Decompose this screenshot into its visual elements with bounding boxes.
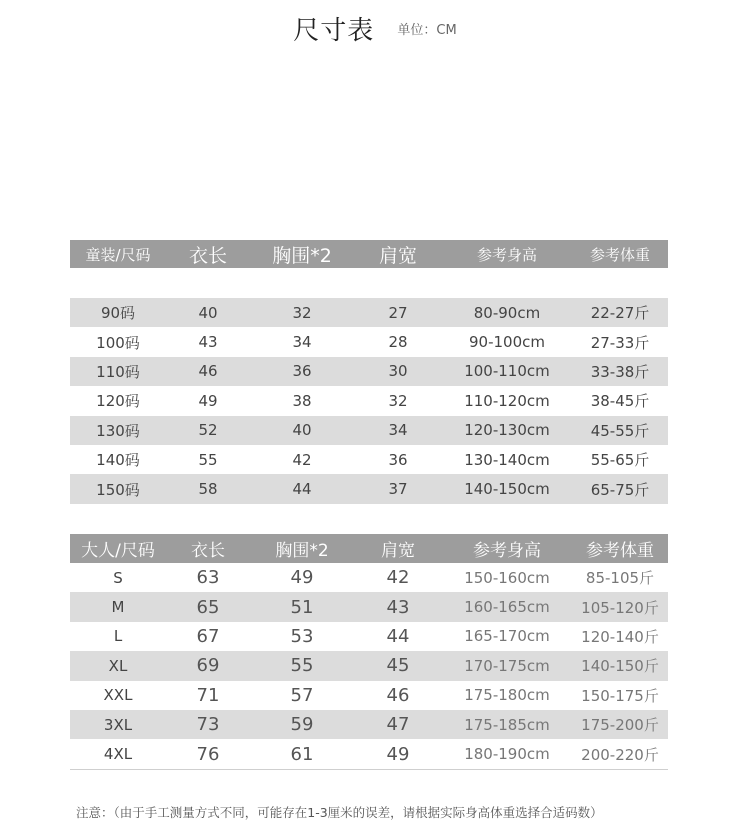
header-length: 衣长 — [166, 240, 250, 268]
shoulder-cell: 36 — [354, 445, 442, 474]
height-cell: 120-130cm — [442, 416, 572, 445]
header-size: 童装/尺码 — [70, 240, 166, 268]
header-chest: 胸围*2 — [250, 534, 354, 563]
size-cell: 120码 — [70, 386, 166, 415]
chest-cell: 38 — [250, 386, 354, 415]
weight-cell: 150-175斤 — [572, 681, 668, 710]
chest-cell: 53 — [250, 622, 354, 651]
chest-cell: 34 — [250, 327, 354, 356]
shoulder-cell: 43 — [354, 592, 442, 621]
unit-label: 单位：CM — [397, 23, 457, 38]
shoulder-cell: 37 — [354, 474, 442, 503]
weight-cell: 65-75斤 — [572, 474, 668, 503]
size-cell: 3XL — [70, 710, 166, 739]
height-cell: 175-180cm — [442, 681, 572, 710]
header-length: 衣长 — [166, 534, 250, 563]
page-header — [0, 10, 750, 47]
weight-cell: 55-65斤 — [572, 445, 668, 474]
size-cell: M — [70, 592, 166, 621]
table-row — [70, 622, 668, 651]
length-cell: 76 — [166, 739, 250, 769]
adult-size-table — [70, 534, 668, 770]
height-cell: 180-190cm — [442, 739, 572, 769]
size-cell: 140码 — [70, 445, 166, 474]
page-title: 尺寸表 — [293, 16, 375, 46]
shoulder-cell: 47 — [354, 710, 442, 739]
chest-cell: 49 — [250, 563, 354, 592]
table-row — [70, 592, 668, 621]
table-row — [70, 357, 668, 386]
height-cell: 100-110cm — [442, 357, 572, 386]
size-cell: 100码 — [70, 327, 166, 356]
shoulder-cell: 49 — [354, 739, 442, 769]
weight-cell: 140-150斤 — [572, 651, 668, 680]
shoulder-cell: 44 — [354, 622, 442, 651]
size-cell: XL — [70, 651, 166, 680]
chest-cell: 36 — [250, 357, 354, 386]
table-row — [70, 445, 668, 474]
chest-cell: 61 — [250, 739, 354, 769]
length-cell: 46 — [166, 357, 250, 386]
height-cell: 175-185cm — [442, 710, 572, 739]
height-cell: 165-170cm — [442, 622, 572, 651]
adult-header-row — [70, 534, 668, 563]
table-row — [70, 681, 668, 710]
length-cell: 55 — [166, 445, 250, 474]
length-cell: 71 — [166, 681, 250, 710]
header-shoulder: 肩宽 — [354, 240, 442, 268]
size-cell: 110码 — [70, 357, 166, 386]
weight-cell: 33-38斤 — [572, 357, 668, 386]
table-row — [70, 474, 668, 503]
header-chest: 胸围*2 — [250, 240, 354, 268]
header-weight: 参考体重 — [572, 240, 668, 268]
table-row — [70, 298, 668, 327]
weight-cell: 85-105斤 — [572, 563, 668, 592]
height-cell: 110-120cm — [442, 386, 572, 415]
length-cell: 43 — [166, 327, 250, 356]
length-cell: 73 — [166, 710, 250, 739]
table-row — [70, 739, 668, 769]
header-size: 大人/尺码 — [70, 534, 166, 563]
size-cell: 150码 — [70, 474, 166, 503]
weight-cell: 22-27斤 — [572, 298, 668, 327]
height-cell: 140-150cm — [442, 474, 572, 503]
chest-cell: 42 — [250, 445, 354, 474]
length-cell: 67 — [166, 622, 250, 651]
shoulder-cell: 45 — [354, 651, 442, 680]
size-cell: S — [70, 563, 166, 592]
table-row — [70, 416, 668, 445]
shoulder-cell: 42 — [354, 563, 442, 592]
height-cell: 150-160cm — [442, 563, 572, 592]
table-row — [70, 327, 668, 356]
header-height: 参考身高 — [442, 240, 572, 268]
measurement-note: 注意：（由于手工测量方式不同，可能存在1-3厘米的误差，请根据实际身高体重选择合适码数） — [76, 805, 603, 820]
chest-cell: 57 — [250, 681, 354, 710]
table-row — [70, 386, 668, 415]
kids-header-row — [70, 240, 668, 268]
size-cell: 90码 — [70, 298, 166, 327]
weight-cell: 200-220斤 — [572, 739, 668, 769]
length-cell: 49 — [166, 386, 250, 415]
weight-cell: 27-33斤 — [572, 327, 668, 356]
kids-size-table — [70, 240, 668, 504]
height-cell: 90-100cm — [442, 327, 572, 356]
length-cell: 65 — [166, 592, 250, 621]
height-cell: 80-90cm — [442, 298, 572, 327]
size-cell: XXL — [70, 681, 166, 710]
weight-cell: 38-45斤 — [572, 386, 668, 415]
height-cell: 170-175cm — [442, 651, 572, 680]
spacer-row — [70, 268, 668, 298]
chest-cell: 44 — [250, 474, 354, 503]
shoulder-cell: 27 — [354, 298, 442, 327]
header-weight: 参考体重 — [572, 534, 668, 563]
height-cell: 160-165cm — [442, 592, 572, 621]
chest-cell: 40 — [250, 416, 354, 445]
length-cell: 69 — [166, 651, 250, 680]
shoulder-cell: 30 — [354, 357, 442, 386]
length-cell: 40 — [166, 298, 250, 327]
size-cell: L — [70, 622, 166, 651]
table-row — [70, 710, 668, 739]
weight-cell: 175-200斤 — [572, 710, 668, 739]
shoulder-cell: 32 — [354, 386, 442, 415]
height-cell: 130-140cm — [442, 445, 572, 474]
shoulder-cell: 28 — [354, 327, 442, 356]
chest-cell: 55 — [250, 651, 354, 680]
header-shoulder: 肩宽 — [354, 534, 442, 563]
size-cell: 4XL — [70, 739, 166, 769]
shoulder-cell: 46 — [354, 681, 442, 710]
table-row — [70, 651, 668, 680]
table-row — [70, 563, 668, 592]
length-cell: 52 — [166, 416, 250, 445]
header-height: 参考身高 — [442, 534, 572, 563]
weight-cell: 120-140斤 — [572, 622, 668, 651]
length-cell: 63 — [166, 563, 250, 592]
chest-cell: 51 — [250, 592, 354, 621]
chest-cell: 32 — [250, 298, 354, 327]
shoulder-cell: 34 — [354, 416, 442, 445]
chest-cell: 59 — [250, 710, 354, 739]
size-cell: 130码 — [70, 416, 166, 445]
weight-cell: 105-120斤 — [572, 592, 668, 621]
weight-cell: 45-55斤 — [572, 416, 668, 445]
length-cell: 58 — [166, 474, 250, 503]
